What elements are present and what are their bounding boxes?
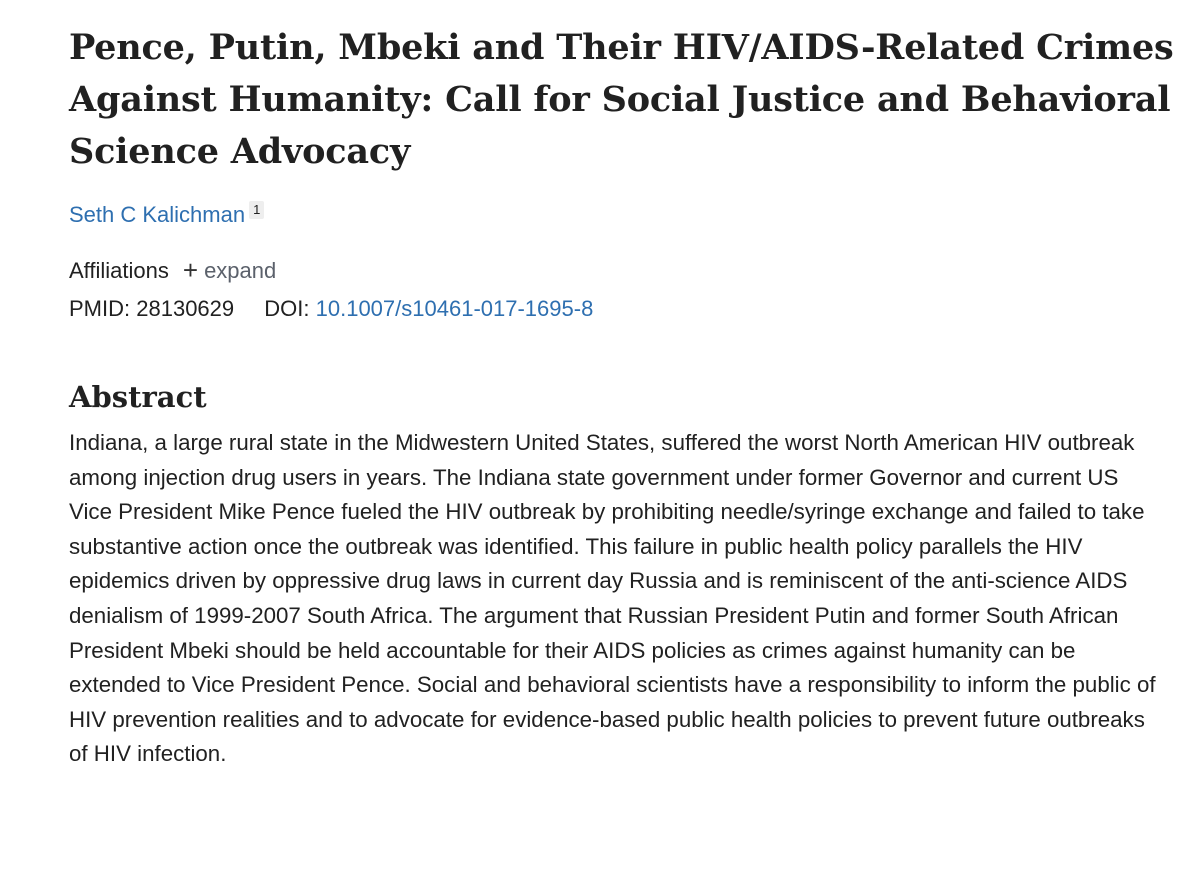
affiliations-label: Affiliations	[69, 258, 169, 283]
author-list	[69, 200, 1179, 230]
doi-label: DOI:	[264, 296, 310, 321]
article-title: Pence, Putin, Mbeki and Their HIV/AIDS-Related Crimes Against Humanity: Call for Social Justice and Behavioral Science Advocacy	[69, 27, 1174, 172]
abstract-heading: Abstract	[69, 380, 207, 414]
affiliations-row	[69, 254, 1179, 286]
author-link[interactable]: Seth C Kalichman	[69, 202, 246, 227]
abstract-text: Indiana, a large rural state in the Midwestern United States, suffered the worst North American HIV outbreak among injection drug users in years. The Indiana state government under former Governor and current US Vice President Mike Pence fueled the HIV outbreak by prohibiting needle/syringe exchange and failed to take substantive action once the outbreak was identified. This failure in public health policy parallels the HIV epidemics driven by oppressive drug laws in current day Russia and is reminiscent of the anti-science AIDS denialism of 1999-2007 South Africa. The argument that Russian President Putin and former South African President Mbeki should be held accountable for their AIDS policies as crimes against humanity can be extended to Vice President Pence. Social and behavioral scientists have a responsibility to inform the public of HIV prevention realities and to advocate for evidence-based public health policies to prevent future outbreaks of HIV infection.	[69, 430, 1156, 767]
expand-label: expand	[204, 258, 277, 283]
identifiers-row	[69, 294, 1179, 324]
pmid-label: PMID:	[69, 296, 131, 321]
affiliation-ref-link[interactable]: 1	[249, 201, 264, 219]
article-page	[69, 22, 1179, 772]
plus-icon: +	[182, 255, 199, 285]
doi-link[interactable]: 10.1007/s10461-017-1695-8	[315, 296, 594, 321]
pmid-value: 28130629	[136, 296, 235, 321]
affiliations-expand-button[interactable]	[182, 255, 277, 285]
